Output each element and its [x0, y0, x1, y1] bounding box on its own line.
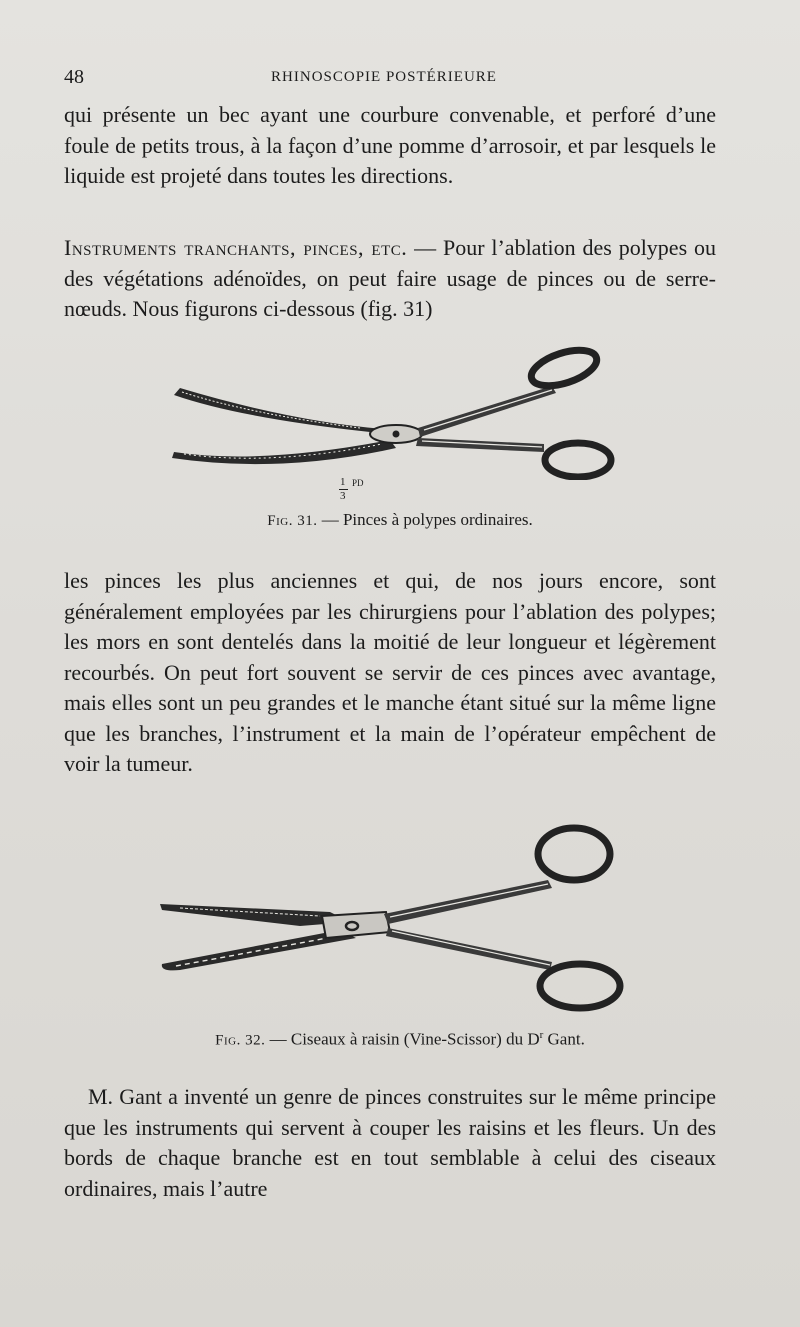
heading-dash: —	[407, 235, 443, 260]
figure-32-caption-text-2: Gant.	[543, 1029, 585, 1049]
figure-32-caption-superscript: r	[539, 1029, 544, 1041]
section-heading: Instruments tranchants, pinces, etc.	[64, 235, 408, 260]
paragraph-4	[64, 1082, 716, 1204]
scale-numerator: 1	[340, 476, 346, 488]
page-header	[64, 66, 704, 88]
figure-31-label: Fig. 31.	[267, 513, 318, 529]
vine-scissors-illustration	[150, 820, 630, 1020]
figure-32-caption-text-1: — Ciseaux à raisin (Vine-Scissor) du D	[265, 1029, 540, 1049]
paragraph-4-text: M. Gant a inventé un genre de pinces construites sur le même principe que les instruments qui servent à couper les raisins et les fleurs. Un des bords de chaque branche est en tout semblable à celui des ciseaux ordinaires, mais l’autre	[64, 1084, 716, 1201]
paragraph-2-body: Pour l’ablation des polypes ou des végétations adénoïdes, on peut faire usage de pinces ou de serre-nœuds. Nous figurons ci-dessous (fig. 31)	[64, 235, 716, 321]
scale-suffix: PD	[352, 478, 364, 488]
polyp-forceps-illustration	[160, 340, 630, 480]
figure-32-caption	[0, 1029, 800, 1050]
paragraph-3: les pinces les plus anciennes et qui, de nos jours encore, sont généralement employées par les chirurgiens pour l’ablation des polypes; les mors en sont dentelés dans la moitié de leur longueur et légèrement recourbés. On peut fort souvent se servir de ces pinces avec avantage, mais elles sont un peu grandes et le manche étant situé sur la même ligne que les branches, l’instrument et la main de l’opérateur empêchent de voir la tumeur.	[64, 568, 716, 776]
running-title: RHINOSCOPIE POSTÉRIEURE	[271, 69, 497, 85]
scale-note	[336, 476, 376, 506]
paragraph-1: qui présente un bec ayant une courbure convenable, et perforé d’une foule de petits trous, à la façon d’une pomme d’arrosoir, et par lesquels le liquide est projeté dans toutes les directions.	[64, 102, 716, 188]
scale-denominator: 3	[340, 490, 346, 502]
figure-31-caption-text: — Pinces à polypes ordinaires.	[317, 510, 533, 529]
figure-32-label: Fig. 32.	[215, 1032, 266, 1049]
figure-31-caption	[0, 510, 800, 530]
page-number: 48	[64, 66, 84, 88]
paragraph-2	[64, 233, 716, 325]
